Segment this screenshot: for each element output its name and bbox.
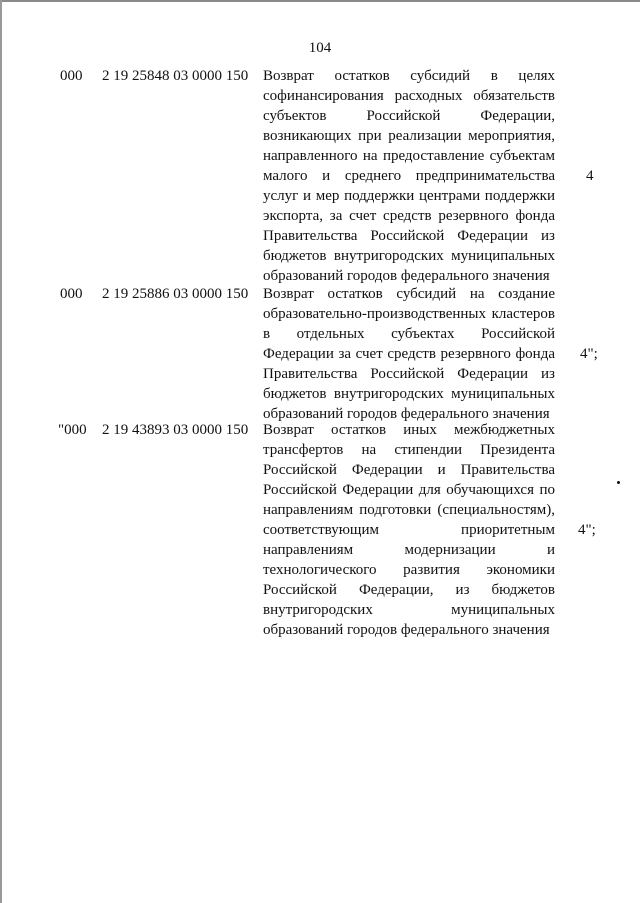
- description: [263, 66, 555, 286]
- column-value: 4: [586, 168, 594, 184]
- kbk-code: 2 19 25848 03 0000 150: [102, 68, 249, 84]
- description: [263, 420, 555, 640]
- description-line: в отдельных субъектах Российской: [263, 326, 555, 342]
- page-number: 104: [308, 40, 332, 56]
- description-line: малого и среднего предпринимательства: [263, 168, 555, 184]
- scan-edge-top: [0, 0, 640, 2]
- description-line: Правительства Российской Федерации из: [263, 228, 555, 244]
- description-line: образований городов федерального значения: [263, 268, 550, 284]
- kbk-code: 2 19 43893 03 0000 150: [102, 422, 249, 438]
- description-line: услуг и мер поддержки центрами поддержки: [263, 188, 555, 204]
- column-value: 4";: [580, 346, 598, 362]
- description-line: бюджетов внутригородских муниципальных: [263, 248, 555, 264]
- table-row: [0, 284, 640, 424]
- description-line: Возврат остатков субсидий в целях: [263, 68, 555, 84]
- description-line: технологического развития экономики: [263, 562, 555, 578]
- description-line: экспорта, за счет средств резервного фонда: [263, 208, 555, 224]
- column-value: 4";: [578, 522, 596, 538]
- description-line: бюджетов внутригородских муниципальных: [263, 386, 555, 402]
- admin-code: "000: [58, 422, 87, 438]
- description-line: Российской Федерации, из бюджетов: [263, 582, 555, 598]
- description-line: направлениям подготовки (специальностям),: [263, 502, 555, 518]
- description-line: направленного на предоставление субъектам: [263, 148, 555, 164]
- description-line: образований городов федерального значения: [263, 622, 550, 638]
- description-line: Возврат остатков иных межбюджетных: [263, 422, 555, 438]
- description-line: софинансирования расходных обязательств: [263, 88, 555, 104]
- description-line: Российской Федерации и Правительства: [263, 462, 555, 478]
- description-line: Правительства Российской Федерации из: [263, 366, 555, 382]
- description-line: Федерации за счет средств резервного фонда: [263, 346, 555, 362]
- description-line: трансфертов на стипендии Президента: [263, 442, 555, 458]
- description-line: субъектов Российской Федерации,: [263, 108, 555, 124]
- description-line: возникающих при реализации мероприятия,: [263, 128, 555, 144]
- description-line: образовательно-производственных кластеров: [263, 306, 555, 322]
- admin-code: 000: [60, 68, 83, 84]
- description-line: внутригородских муниципальных: [263, 602, 555, 618]
- description-line: направлениям модернизации и: [263, 542, 555, 558]
- description: [263, 284, 555, 424]
- kbk-code: 2 19 25886 03 0000 150: [102, 286, 249, 302]
- description-line: Возврат остатков субсидий на создание: [263, 286, 555, 302]
- scan-speck: [617, 481, 620, 484]
- table-row: [0, 66, 640, 286]
- description-line: соответствующим приоритетным: [263, 522, 555, 538]
- table-row: [0, 420, 640, 640]
- description-line: Российской Федерации для обучающихся по: [263, 482, 555, 498]
- description-line: образований городов федерального значения: [263, 406, 550, 422]
- admin-code: 000: [60, 286, 83, 302]
